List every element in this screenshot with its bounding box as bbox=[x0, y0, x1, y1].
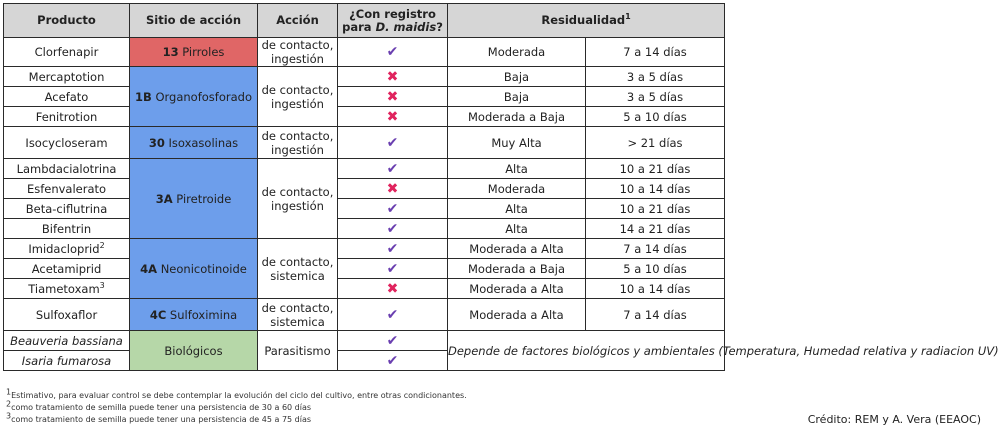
action-line1: de contacto, bbox=[261, 82, 334, 97]
footnote-marker: 3 bbox=[6, 411, 12, 421]
residualidad-dias: 10 a 21 días bbox=[586, 199, 725, 219]
registro-cell bbox=[338, 199, 448, 219]
site-sulfoximina bbox=[130, 299, 258, 331]
table-row bbox=[4, 259, 725, 279]
product-name-text: Imidacloprid bbox=[28, 241, 100, 256]
residualidad-dias: > 21 días bbox=[586, 127, 725, 159]
header-accion: Acción bbox=[258, 4, 338, 38]
table-row bbox=[4, 38, 725, 67]
product-name: Bifentrin bbox=[4, 219, 130, 239]
residualidad-nivel: Moderada a Alta bbox=[448, 279, 586, 299]
product-name: Lambdacialotrina bbox=[4, 159, 130, 179]
product-name: Isocycloseram bbox=[4, 127, 130, 159]
residualidad-dias: 7 a 14 días bbox=[586, 38, 725, 67]
action-line1: de contacto, bbox=[261, 184, 334, 199]
action-cell bbox=[258, 67, 338, 127]
header-residualidad-label: Residualidad bbox=[541, 13, 626, 27]
site-neonicotinoide bbox=[130, 239, 258, 299]
residualidad-nivel: Alta bbox=[448, 219, 586, 239]
site-name: Isoxasolinas bbox=[168, 135, 239, 150]
site-code: 4A bbox=[140, 261, 158, 276]
residualidad-nivel: Baja bbox=[448, 67, 586, 87]
footnote-3 bbox=[6, 411, 312, 425]
site-code: 13 bbox=[162, 45, 179, 59]
check-icon: ✔ bbox=[386, 220, 399, 237]
site-organofosforado bbox=[130, 67, 258, 127]
site-name: Neonicotinoide bbox=[160, 261, 247, 276]
site-name: Organofosforado bbox=[155, 89, 252, 104]
site-biologicos: Biológicos bbox=[130, 331, 258, 371]
residualidad-nivel: Moderada bbox=[448, 38, 586, 67]
product-name bbox=[4, 239, 130, 259]
product-name: Acetamiprid bbox=[4, 259, 130, 279]
registro-cell bbox=[338, 107, 448, 127]
registro-cell bbox=[338, 219, 448, 239]
registro-cell bbox=[338, 159, 448, 179]
table-row bbox=[4, 331, 725, 351]
action-cell bbox=[258, 127, 338, 159]
check-icon: ✔ bbox=[386, 306, 399, 323]
cross-icon: ✖ bbox=[386, 280, 399, 297]
site-name: Sulfoximina bbox=[169, 307, 238, 322]
table-row bbox=[4, 87, 725, 107]
residualidad-dias: 3 a 5 días bbox=[586, 87, 725, 107]
action-line1: de contacto, bbox=[261, 300, 334, 315]
residualidad-nivel: Alta bbox=[448, 159, 586, 179]
registro-cell bbox=[338, 331, 448, 351]
residualidad-dias: 14 a 21 días bbox=[586, 219, 725, 239]
table-row bbox=[4, 199, 725, 219]
insecticide-table bbox=[3, 3, 999, 371]
registro-cell bbox=[338, 38, 448, 67]
product-name: Esfenvalerato bbox=[4, 179, 130, 199]
action-cell bbox=[258, 299, 338, 331]
header-registro-line2-pre: para bbox=[342, 19, 376, 34]
action-line2: sistemica bbox=[270, 314, 325, 329]
credit-text: Crédito: REM y A. Vera (EEAOC) bbox=[807, 413, 981, 426]
action-line2: ingestión bbox=[271, 96, 324, 111]
site-code: 3A bbox=[155, 191, 173, 206]
residualidad-dias: 7 a 14 días bbox=[586, 299, 725, 331]
residualidad-nivel: Muy Alta bbox=[448, 127, 586, 159]
check-icon: ✔ bbox=[386, 200, 399, 217]
check-icon: ✔ bbox=[386, 160, 399, 177]
product-name-text: Tiametoxam bbox=[28, 281, 100, 296]
residualidad-nivel: Moderada a Alta bbox=[448, 299, 586, 331]
registro-cell bbox=[338, 67, 448, 87]
action-line2: ingestión bbox=[271, 198, 324, 213]
action-line1: de contacto, bbox=[261, 38, 334, 52]
table-row bbox=[4, 299, 725, 331]
table-row bbox=[4, 279, 725, 299]
site-piretroide bbox=[130, 159, 258, 239]
product-name: Mercaptotion bbox=[4, 67, 130, 87]
product-name: Isaria fumarosa bbox=[4, 351, 130, 371]
footnote-text: como tratamiento de semilla puede tener una persistencia de 30 a 60 días bbox=[11, 403, 312, 412]
header-sitio: Sitio de acción bbox=[130, 4, 258, 38]
footnote-marker: 1 bbox=[6, 387, 12, 397]
product-footnote-ref: 3 bbox=[99, 280, 105, 290]
table-row bbox=[4, 107, 725, 127]
cross-icon: ✖ bbox=[386, 68, 399, 85]
action-cell bbox=[258, 38, 338, 67]
footnote-text: como tratamiento de semilla puede tener una persistencia de 45 a 75 días bbox=[11, 415, 312, 424]
header-residualidad bbox=[448, 4, 725, 38]
site-code: 4C bbox=[149, 307, 167, 322]
site-code: 1B bbox=[135, 89, 152, 104]
check-icon: ✔ bbox=[386, 240, 399, 257]
footnote-marker: 2 bbox=[6, 399, 12, 409]
residualidad-nivel: Baja bbox=[448, 87, 586, 107]
residualidad-dias: 10 a 14 días bbox=[586, 179, 725, 199]
header-residualidad-sup: 1 bbox=[625, 12, 631, 22]
action-cell bbox=[258, 159, 338, 239]
table-row bbox=[4, 67, 725, 87]
registro-cell bbox=[338, 87, 448, 107]
site-pirroles bbox=[130, 38, 258, 67]
header-registro-line1: ¿Con registro bbox=[349, 6, 436, 21]
action-line2: ingestión bbox=[271, 142, 324, 157]
product-name: Clorfenapir bbox=[4, 38, 130, 67]
product-name: Fenitrotion bbox=[4, 107, 130, 127]
check-icon: ✔ bbox=[386, 352, 399, 369]
footnote-1 bbox=[6, 387, 467, 401]
action-line2: sistemica bbox=[270, 268, 325, 283]
site-isoxasolinas bbox=[130, 127, 258, 159]
product-name bbox=[4, 279, 130, 299]
header-producto: Producto bbox=[4, 4, 130, 38]
check-icon: ✔ bbox=[386, 260, 399, 277]
registro-cell bbox=[338, 179, 448, 199]
registro-cell bbox=[338, 259, 448, 279]
residualidad-biologicos: Depende de factores biológicos y ambientales (Temperatura, Humedad relativa y radiacion UV) bbox=[448, 331, 725, 371]
table-row bbox=[4, 127, 725, 159]
residualidad-dias: 10 a 21 días bbox=[586, 159, 725, 179]
registro-cell bbox=[338, 299, 448, 331]
site-name: Piretroide bbox=[176, 191, 232, 206]
header-row bbox=[4, 4, 725, 38]
residualidad-nivel: Moderada a Baja bbox=[448, 107, 586, 127]
action-cell bbox=[258, 239, 338, 299]
table-row bbox=[4, 159, 725, 179]
action-line1: de contacto, bbox=[261, 128, 334, 143]
cross-icon: ✖ bbox=[386, 88, 399, 105]
footnote-text: Estimativo, para evaluar control se debe contemplar la evolución del ciclo del cultivo, entre otras condicionantes. bbox=[11, 391, 467, 400]
product-footnote-ref: 2 bbox=[99, 240, 105, 250]
action-line2: ingestión bbox=[271, 52, 324, 66]
table-row bbox=[4, 179, 725, 199]
table-row bbox=[4, 239, 725, 259]
table-row bbox=[4, 219, 725, 239]
cross-icon: ✖ bbox=[386, 108, 399, 125]
registro-cell bbox=[338, 239, 448, 259]
product-name: Beauveria bassiana bbox=[4, 331, 130, 351]
product-name: Acefato bbox=[4, 87, 130, 107]
action-cell: Parasitismo bbox=[258, 331, 338, 371]
residualidad-dias: 5 a 10 días bbox=[586, 107, 725, 127]
residualidad-dias: 10 a 14 días bbox=[586, 279, 725, 299]
product-name: Sulfoxaflor bbox=[4, 299, 130, 331]
residualidad-nivel: Moderada a Baja bbox=[448, 259, 586, 279]
action-line1: de contacto, bbox=[261, 254, 334, 269]
header-registro-species: D. maidis bbox=[375, 19, 437, 34]
residualidad-dias: 5 a 10 días bbox=[586, 259, 725, 279]
registro-cell bbox=[338, 279, 448, 299]
registro-cell bbox=[338, 127, 448, 159]
product-name: Beta-ciflutrina bbox=[4, 199, 130, 219]
check-icon: ✔ bbox=[386, 332, 399, 349]
residualidad-dias: 3 a 5 días bbox=[586, 67, 725, 87]
site-code: 30 bbox=[148, 135, 165, 150]
residualidad-nivel: Alta bbox=[448, 199, 586, 219]
cross-icon: ✖ bbox=[386, 180, 399, 197]
check-icon: ✔ bbox=[386, 44, 399, 60]
registro-cell bbox=[338, 351, 448, 371]
residualidad-nivel: Moderada a Alta bbox=[448, 239, 586, 259]
footnote-2 bbox=[6, 399, 312, 413]
header-registro-line2-post: ? bbox=[436, 19, 443, 34]
site-name: Pirroles bbox=[182, 45, 225, 59]
check-icon: ✔ bbox=[386, 134, 399, 151]
header-registro bbox=[338, 4, 448, 38]
residualidad-nivel: Moderada bbox=[448, 179, 586, 199]
residualidad-dias: 7 a 14 días bbox=[586, 239, 725, 259]
